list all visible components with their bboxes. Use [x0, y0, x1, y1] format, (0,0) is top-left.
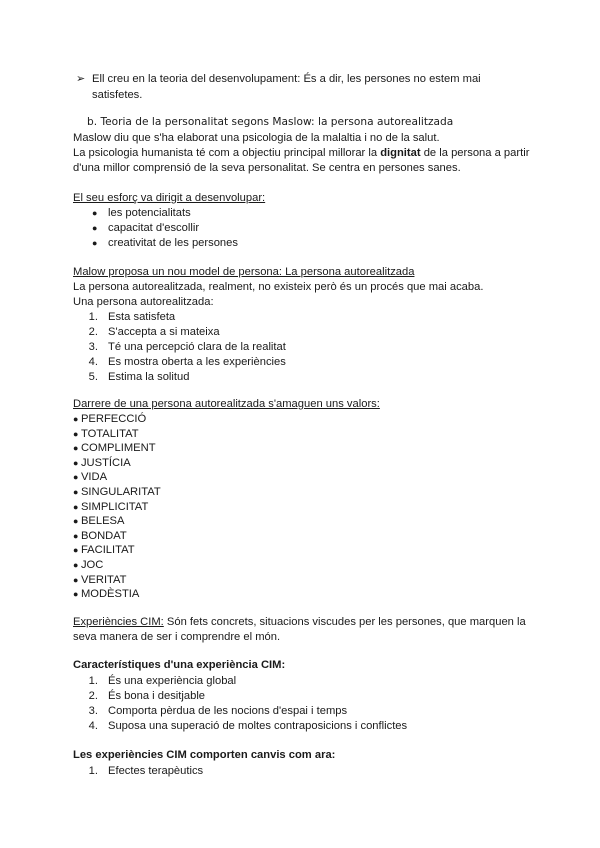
cim-definition-line-1 — [73, 615, 526, 629]
model-paragraph-1: La persona autorealitzada, realment, no existeix però és un procés que mai acaba. — [73, 281, 484, 293]
text-run: de la persona a partir — [420, 147, 530, 159]
list-number: 2. — [88, 690, 98, 702]
valor-label: COMPLIMENT — [80, 442, 156, 455]
valor-label: FACILITAT — [80, 544, 135, 557]
bullet-dot-icon: ● — [73, 487, 81, 497]
bullet-dot-icon: ● — [92, 223, 98, 233]
valor-item — [73, 427, 139, 441]
valor-item — [73, 470, 107, 484]
arrow-bullet-icon: ➢ — [76, 72, 86, 85]
cim-term: Experiències CIM: — [73, 616, 164, 628]
valor-item — [73, 558, 103, 572]
bullet-dot-icon: ● — [92, 208, 98, 218]
cim-definition-line-2: seva manera de ser i comprendre el món. — [73, 631, 281, 643]
valor-label: TOTALITAT — [80, 427, 139, 440]
valor-label: VERITAT — [80, 573, 127, 586]
bold-term: dignitat — [380, 147, 421, 159]
list-item: Es mostra oberta a les experiències — [108, 356, 286, 368]
caracteristiques-title: Característiques d'una experiència CIM: — [73, 659, 286, 671]
valor-label: JOC — [80, 559, 104, 571]
valor-item — [73, 412, 146, 426]
list-item: És bona i desitjable — [108, 690, 206, 702]
valor-item — [73, 441, 156, 455]
valor-label: SIMPLICITAT — [80, 500, 149, 513]
list-number: 1. — [88, 311, 98, 323]
bullet-dot-icon: ● — [73, 545, 81, 556]
list-item: Té una percepció clara de la realitat — [108, 341, 286, 353]
valor-item — [73, 485, 161, 499]
list-number: 4. — [88, 720, 98, 732]
valor-label: PERFECCIÓ — [80, 413, 147, 425]
list-number: 3. — [88, 341, 98, 353]
bullet-dot-icon: ● — [73, 443, 81, 454]
intro-line-1: Ell creu en la teoria del desenvolupament: És a dir, les persones no estem mai — [92, 73, 481, 85]
section-paragraph-2 — [73, 146, 529, 160]
model-title: Malow proposa un nou model de persona: La persona autorealitzada — [73, 266, 415, 278]
section-paragraph-3: d'una millor comprensió de la seva personalitat. Se centra en persones sanes. — [73, 162, 461, 174]
bullet-dot-icon: ● — [73, 560, 81, 570]
bullet-dot-icon: ● — [73, 414, 81, 424]
model-paragraph-2: Una persona autorealitzada: — [73, 296, 214, 308]
valor-label: BELESA — [80, 515, 125, 528]
valor-item — [73, 514, 124, 528]
valor-label: BONDAT — [80, 529, 127, 542]
valor-item — [73, 587, 139, 601]
valor-label: MODÈSTIA — [80, 588, 140, 601]
list-item: Comporta pèrdua de les nocions d'espai i temps — [108, 705, 348, 717]
list-item: les potencialitats — [108, 207, 191, 219]
list-item: capacitat d'escollir — [108, 222, 200, 234]
valor-label: JUSTÍCIA — [80, 456, 131, 469]
valors-title: Darrere de una persona autorealitzada s'amaguen uns valors: — [73, 398, 380, 410]
bullet-dot-icon: ● — [73, 589, 81, 600]
valor-label: VIDA — [80, 471, 108, 484]
bullet-dot-icon: ● — [73, 530, 81, 541]
bullet-dot-icon: ● — [73, 516, 81, 527]
list-item: S'accepta a si mateixa — [108, 326, 220, 338]
list-number: 4. — [88, 356, 98, 368]
list-item: És una experiència global — [108, 675, 237, 687]
bullet-dot-icon: ● — [73, 501, 81, 512]
text-run: La psicologia humanista té com a objectiu principal millorar la — [73, 147, 381, 159]
valor-item — [73, 500, 148, 514]
valor-item — [73, 529, 127, 543]
list-item: Efectes terapèutics — [108, 765, 204, 777]
list-item: Estima la solitud — [108, 371, 190, 383]
valor-item — [73, 543, 135, 557]
list-number: 1. — [88, 675, 98, 687]
section-paragraph-1: Maslow diu que s'ha elaborat una psicologia de la malaltia i no de la salut. — [73, 132, 440, 144]
list-number: 2. — [88, 326, 98, 338]
section-heading: b. Teoria de la personalitat segons Maslow: la persona autorealitzada — [87, 116, 454, 128]
list-item: Esta satisfeta — [108, 311, 176, 323]
list-number: 3. — [88, 705, 98, 717]
bullet-dot-icon: ● — [92, 238, 98, 248]
valor-label: SINGULARITAT — [80, 486, 161, 498]
canvis-title: Les experiències CIM comporten canvis com ara: — [73, 749, 336, 761]
list-number: 5. — [88, 371, 98, 383]
bullet-dot-icon: ● — [73, 574, 81, 585]
list-number: 1. — [88, 765, 98, 777]
valor-item — [73, 573, 127, 587]
valor-item — [73, 456, 131, 470]
bullet-dot-icon: ● — [73, 428, 81, 439]
bullet-dot-icon: ● — [73, 457, 81, 468]
intro-line-2: satisfetes. — [92, 89, 143, 101]
esforc-title: El seu esforç va dirigit a desenvolupar: — [73, 192, 266, 204]
text-run: Són fets concrets, situacions viscudes per les persones, que marquen la — [163, 616, 526, 628]
list-item: creativitat de les persones — [108, 237, 238, 249]
list-item: Suposa una superació de moltes contraposicions i conflictes — [108, 720, 408, 732]
bullet-dot-icon: ● — [73, 472, 81, 483]
